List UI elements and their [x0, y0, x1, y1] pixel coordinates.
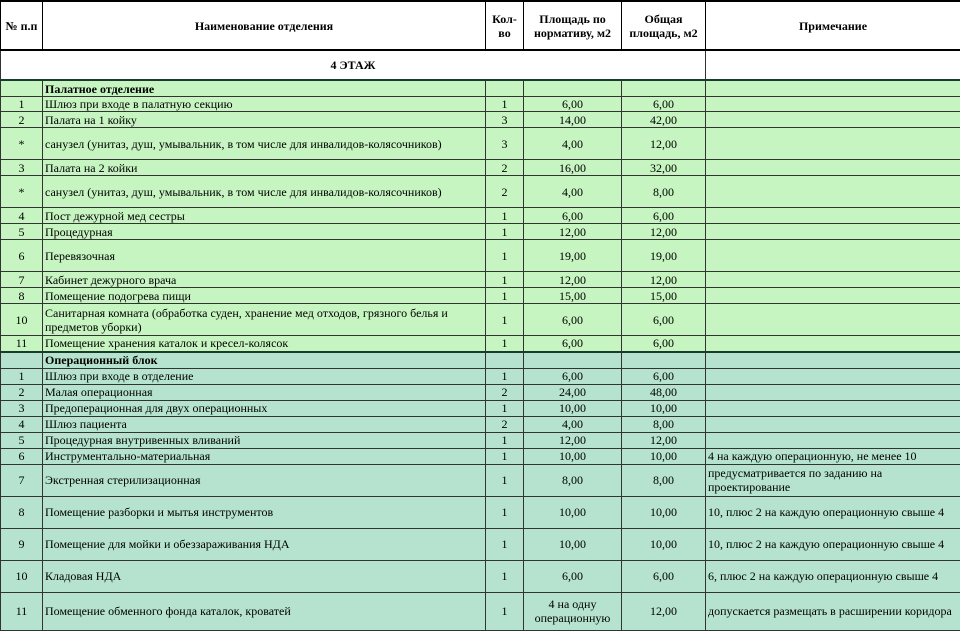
row-num: 11	[1, 592, 43, 630]
row-total-area: 10,00	[622, 400, 706, 416]
header-note: Примечание	[706, 1, 960, 50]
table-row	[1, 336, 960, 352]
row-norm-area: 14,00	[524, 112, 622, 128]
row-qty: 1	[486, 224, 524, 240]
row-total-area: 42,00	[622, 112, 706, 128]
row-name: Процедурная	[43, 224, 486, 240]
row-num: 6	[1, 448, 43, 464]
floor-row	[1, 50, 960, 80]
row-note: 4 на каждую операционную, не менее 10	[706, 448, 960, 464]
row-qty: 3	[486, 128, 524, 160]
row-note	[706, 400, 960, 416]
header-total-area: Общая площадь, м2	[622, 1, 706, 50]
row-norm-area: 6,00	[524, 560, 622, 592]
row-name: Процедурная внутривенных вливаний	[43, 432, 486, 448]
row-note: 6, плюс 2 на каждую операционную свыше 4	[706, 560, 960, 592]
row-total-area: 10,00	[622, 528, 706, 560]
row-num: 4	[1, 208, 43, 224]
row-name: Малая операционная	[43, 384, 486, 400]
table-row	[1, 224, 960, 240]
row-norm-area: 6,00	[524, 304, 622, 336]
floor-label: 4 ЭТАЖ	[1, 50, 706, 80]
section-num-cell	[1, 352, 43, 369]
table-row	[1, 97, 960, 112]
row-norm-area: 12,00	[524, 224, 622, 240]
row-qty: 1	[486, 272, 524, 288]
row-num: 5	[1, 432, 43, 448]
row-norm-area: 6,00	[524, 368, 622, 384]
row-norm-area: 4,00	[524, 128, 622, 160]
row-name: санузел (унитаз, душ, умывальник, в том числе для инвалидов-колясочников)	[43, 176, 486, 208]
row-num: 4	[1, 416, 43, 432]
row-qty: 1	[486, 304, 524, 336]
row-norm-area: 24,00	[524, 384, 622, 400]
row-norm-area: 16,00	[524, 160, 622, 176]
table-row	[1, 448, 960, 464]
section-empty-cell	[524, 352, 622, 369]
row-name: Помещение для мойки и обеззараживания НДА	[43, 528, 486, 560]
row-norm-area: 4 на одну операционную	[524, 592, 622, 630]
row-note	[706, 97, 960, 112]
row-num: 8	[1, 496, 43, 528]
row-num: 3	[1, 160, 43, 176]
section-empty-cell	[622, 80, 706, 97]
table-row	[1, 176, 960, 208]
row-qty: 1	[486, 464, 524, 496]
row-name: санузел (унитаз, душ, умывальник, в том числе для инвалидов-колясочников)	[43, 128, 486, 160]
row-qty: 1	[486, 288, 524, 304]
row-total-area: 6,00	[622, 560, 706, 592]
row-note	[706, 128, 960, 160]
row-qty: 1	[486, 560, 524, 592]
table-row	[1, 160, 960, 176]
table-row	[1, 464, 960, 496]
table-row	[1, 272, 960, 288]
row-name: Шлюз при входе в отделение	[43, 368, 486, 384]
row-num: 3	[1, 400, 43, 416]
row-note	[706, 112, 960, 128]
row-total-area: 6,00	[622, 304, 706, 336]
row-note	[706, 272, 960, 288]
row-norm-area: 10,00	[524, 448, 622, 464]
row-name: Пост дежурной мед сестры	[43, 208, 486, 224]
row-total-area: 8,00	[622, 464, 706, 496]
section-empty-cell	[486, 352, 524, 369]
row-note: предусматривается по заданию на проектирование	[706, 464, 960, 496]
table-row	[1, 368, 960, 384]
row-name: Кладовая НДА	[43, 560, 486, 592]
row-norm-area: 6,00	[524, 97, 622, 112]
row-note: допускается размещать в расширении коридора	[706, 592, 960, 630]
row-note	[706, 384, 960, 400]
row-total-area: 6,00	[622, 208, 706, 224]
table-row	[1, 288, 960, 304]
table-row	[1, 528, 960, 560]
section-title: Палатное отделение	[43, 80, 486, 97]
table-row	[1, 560, 960, 592]
header-num: № п.п	[1, 1, 43, 50]
row-name: Помещение хранения каталок и кресел-колясок	[43, 336, 486, 352]
row-norm-area: 10,00	[524, 496, 622, 528]
section-title: Операционный блок	[43, 352, 486, 369]
row-num: *	[1, 176, 43, 208]
row-note	[706, 304, 960, 336]
row-num: 10	[1, 560, 43, 592]
row-total-area: 15,00	[622, 288, 706, 304]
row-total-area: 12,00	[622, 432, 706, 448]
table-row	[1, 416, 960, 432]
row-qty: 1	[486, 336, 524, 352]
row-qty: 2	[486, 416, 524, 432]
row-qty: 2	[486, 160, 524, 176]
row-total-area: 48,00	[622, 384, 706, 400]
row-qty: 1	[486, 97, 524, 112]
row-name: Кабинет дежурного врача	[43, 272, 486, 288]
row-total-area: 6,00	[622, 336, 706, 352]
row-total-area: 6,00	[622, 368, 706, 384]
row-total-area: 10,00	[622, 448, 706, 464]
table-row	[1, 384, 960, 400]
section-empty-cell	[706, 80, 960, 97]
table-row	[1, 400, 960, 416]
row-num: 5	[1, 224, 43, 240]
row-total-area: 10,00	[622, 496, 706, 528]
row-num: 8	[1, 288, 43, 304]
row-note	[706, 368, 960, 384]
table-row	[1, 240, 960, 272]
row-note	[706, 416, 960, 432]
row-note	[706, 336, 960, 352]
table-row	[1, 432, 960, 448]
row-qty: 1	[486, 528, 524, 560]
row-norm-area: 6,00	[524, 208, 622, 224]
header-norm-area: Площадь по нормативу, м2	[524, 1, 622, 50]
row-note	[706, 224, 960, 240]
row-total-area: 12,00	[622, 128, 706, 160]
row-name: Шлюз пациента	[43, 416, 486, 432]
table-row	[1, 208, 960, 224]
row-num: 1	[1, 368, 43, 384]
row-total-area: 8,00	[622, 416, 706, 432]
section-empty-cell	[486, 80, 524, 97]
table-row	[1, 128, 960, 160]
row-name: Предоперационная для двух операционных	[43, 400, 486, 416]
row-norm-area: 12,00	[524, 432, 622, 448]
row-norm-area: 10,00	[524, 400, 622, 416]
row-note: 10, плюс 2 на каждую операционную свыше 4	[706, 528, 960, 560]
header-name: Наименование отделения	[43, 1, 486, 50]
row-norm-area: 19,00	[524, 240, 622, 272]
row-num: 7	[1, 272, 43, 288]
row-num: 2	[1, 384, 43, 400]
row-note	[706, 432, 960, 448]
section-row	[1, 352, 960, 369]
row-num: *	[1, 128, 43, 160]
row-total-area: 8,00	[622, 176, 706, 208]
row-num: 10	[1, 304, 43, 336]
section-empty-cell	[706, 352, 960, 369]
row-norm-area: 4,00	[524, 416, 622, 432]
row-name: Помещение разборки и мытья инструментов	[43, 496, 486, 528]
row-qty: 1	[486, 496, 524, 528]
row-total-area: 6,00	[622, 97, 706, 112]
section-empty-cell	[622, 352, 706, 369]
section-num-cell	[1, 80, 43, 97]
row-qty: 1	[486, 432, 524, 448]
row-total-area: 32,00	[622, 160, 706, 176]
row-name: Санитарная комната (обработка суден, хранение мед отходов, грязного белья и предметов уборки)	[43, 304, 486, 336]
row-qty: 1	[486, 368, 524, 384]
row-note	[706, 208, 960, 224]
row-name: Экстренная стерилизационная	[43, 464, 486, 496]
row-norm-area: 8,00	[524, 464, 622, 496]
row-norm-area: 4,00	[524, 176, 622, 208]
row-qty: 1	[486, 400, 524, 416]
header-row	[1, 1, 960, 50]
row-note: 10, плюс 2 на каждую операционную свыше 4	[706, 496, 960, 528]
row-name: Перевязочная	[43, 240, 486, 272]
row-qty: 1	[486, 208, 524, 224]
table-row	[1, 304, 960, 336]
row-qty: 2	[486, 176, 524, 208]
row-norm-area: 10,00	[524, 528, 622, 560]
row-total-area: 12,00	[622, 224, 706, 240]
row-note	[706, 160, 960, 176]
row-note	[706, 240, 960, 272]
row-num: 6	[1, 240, 43, 272]
section-row	[1, 80, 960, 97]
header-qty: Кол-во	[486, 1, 524, 50]
row-num: 11	[1, 336, 43, 352]
row-norm-area: 6,00	[524, 336, 622, 352]
table-row	[1, 592, 960, 630]
table-row	[1, 496, 960, 528]
row-qty: 1	[486, 240, 524, 272]
row-total-area: 19,00	[622, 240, 706, 272]
row-qty: 2	[486, 384, 524, 400]
row-qty: 3	[486, 112, 524, 128]
row-num: 1	[1, 97, 43, 112]
row-qty: 1	[486, 592, 524, 630]
row-name: Инструментально-материальная	[43, 448, 486, 464]
row-name: Помещение подогрева пищи	[43, 288, 486, 304]
row-num: 9	[1, 528, 43, 560]
row-name: Шлюз при входе в палатную секцию	[43, 97, 486, 112]
row-name: Палата на 1 койку	[43, 112, 486, 128]
row-num: 2	[1, 112, 43, 128]
row-note	[706, 176, 960, 208]
row-total-area: 12,00	[622, 592, 706, 630]
row-name: Помещение обменного фонда каталок, кроватей	[43, 592, 486, 630]
floor-note	[706, 50, 960, 80]
row-name: Палата на 2 койки	[43, 160, 486, 176]
row-norm-area: 12,00	[524, 272, 622, 288]
row-note	[706, 288, 960, 304]
row-num: 7	[1, 464, 43, 496]
row-norm-area: 15,00	[524, 288, 622, 304]
row-total-area: 12,00	[622, 272, 706, 288]
table-row	[1, 112, 960, 128]
row-qty: 1	[486, 448, 524, 464]
section-empty-cell	[524, 80, 622, 97]
